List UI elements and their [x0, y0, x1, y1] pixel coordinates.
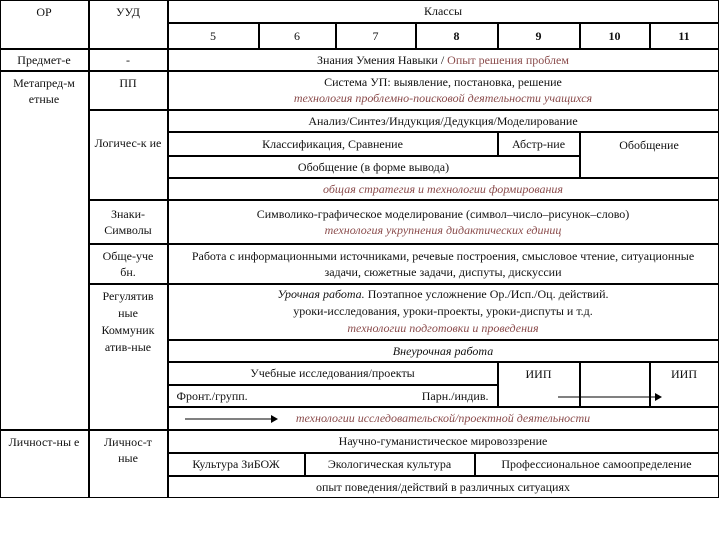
uud-label: ПП — [119, 75, 137, 90]
uud-personal — [89, 430, 168, 498]
uud-label: Личнос-т ные — [104, 434, 152, 465]
grade-label: 9 — [535, 28, 542, 43]
op-subject — [0, 49, 89, 71]
iip-text: ИИП — [671, 366, 697, 381]
research-text: Учебные исследования/проекты — [250, 366, 415, 380]
header-op-label: ОР — [36, 4, 52, 19]
grade-11 — [650, 23, 719, 49]
op-meta — [0, 71, 89, 430]
experience-text: опыт поведения/действий в различных ситуациях — [315, 479, 570, 494]
general-text: Работа с информационными источниками, речевые построения, смысловое чтение, ситуационные задачи, сюжетные задачи, диспуты, дискуссии — [191, 248, 695, 279]
grade-6 — [259, 23, 336, 49]
grade-label: 8 — [453, 28, 460, 43]
uud-label: Логичес-к ие — [94, 135, 162, 150]
header-op — [0, 0, 89, 49]
op-label: Личност-ны е — [8, 434, 80, 449]
op-label: Предмет-е — [17, 52, 71, 67]
header-classes — [168, 0, 719, 23]
header-uud-label: УУД — [116, 4, 140, 19]
uud-regulative — [89, 284, 168, 430]
uud-label: - — [126, 52, 130, 67]
grade-label: 10 — [608, 28, 621, 43]
uud-signs — [89, 200, 168, 244]
header-uud — [89, 0, 168, 49]
lesson-forms: уроки-исследования, уроки-проекты, уроки-диспуты и т.д. — [293, 304, 593, 318]
work-forms — [168, 385, 498, 407]
signs-text: Символико-графическое моделирование (символ–число–рисунок–слово) — [256, 206, 630, 221]
uud-label: Обще-уче бн. — [102, 248, 154, 279]
op-personal — [0, 430, 89, 498]
prof-text: Профессиональное самоопределение — [501, 457, 692, 471]
logic-classification — [168, 132, 498, 156]
analysis-text: Анализ/Синтез/Индукция/Дедукция/Моделирование — [308, 113, 578, 128]
front-text: Фронт./групп. — [176, 388, 248, 403]
subject-text-red: Опыт решения проблем — [447, 52, 569, 67]
grade-label: 11 — [678, 28, 690, 43]
signs-tech: технология укрупнения дидактических единиц — [324, 222, 562, 237]
conclusion-text: Обобщение (в форме вывода) — [297, 159, 450, 174]
logic-analysis — [168, 110, 719, 132]
research-projects — [168, 362, 498, 385]
grade-9 — [498, 23, 580, 49]
logic-tech-text: общая стратегия и технологии формирования — [322, 181, 563, 196]
grade-8 — [416, 23, 498, 49]
grade-5 — [168, 23, 259, 49]
worldview-text: Научно-гуманистическое мировоззрение — [338, 434, 548, 448]
general-content — [168, 244, 719, 284]
culture-text: Культура ЗиБОЖ — [192, 457, 280, 471]
classification-text: Классификация, Сравнение — [262, 136, 403, 151]
prof-selfdetermination — [475, 453, 719, 476]
eco-culture — [305, 453, 475, 476]
lesson-tech: технологии подготовки и проведения — [347, 321, 539, 335]
eco-text: Экологическая культура — [327, 457, 452, 471]
behavior-experience — [168, 476, 719, 498]
generalization-text: Обобщение — [619, 137, 679, 152]
extra-text: Внеурочная работа — [392, 343, 494, 358]
uud-general — [89, 244, 168, 284]
iip-10-empty — [580, 362, 650, 407]
logic-abstraction — [498, 132, 580, 156]
subject-text: Знания Умения Навыки / — [317, 52, 448, 67]
pp-text: Система УП: выявление, постановка, решение — [324, 75, 562, 89]
research-tech-text: технологии исследовательской/проектной деятельности — [295, 411, 591, 425]
header-classes-label: Классы — [423, 4, 463, 18]
uud-pp — [89, 71, 168, 110]
pp-tech: технология проблемно-поисковой деятельности учащихся — [293, 91, 593, 105]
logic-tech — [168, 178, 719, 200]
lesson-work — [168, 284, 719, 340]
worldview — [168, 430, 719, 453]
signs-content — [168, 200, 719, 244]
subject-content — [168, 49, 719, 71]
extra-work — [168, 340, 719, 362]
pp-content — [168, 71, 719, 110]
op-label: Метапред-м етные — [13, 75, 75, 106]
lesson-line — [277, 286, 608, 303]
iip-9 — [498, 362, 580, 407]
uud-label: Знаки- Символы — [104, 206, 152, 237]
abstraction-text: Абстр-ние — [511, 136, 566, 151]
grade-label: 5 — [210, 28, 216, 43]
uud-label: Регулятив ные Коммуник атив-ные — [101, 288, 155, 354]
pair-text: Парн./индив. — [421, 388, 489, 403]
lesson-text: Поэтапное усложнение Ор./Исп./Оц. действий. — [367, 287, 609, 301]
culture-zibozh — [168, 453, 305, 476]
grade-7 — [336, 23, 416, 49]
iip-text: ИИП — [525, 366, 552, 381]
logic-generalization — [580, 132, 719, 178]
lesson-label: Урочная работа. — [277, 287, 365, 301]
iip-11 — [650, 362, 719, 407]
grade-label: 7 — [372, 28, 379, 43]
grade-10 — [580, 23, 650, 49]
grade-label: 6 — [294, 28, 300, 43]
logic-conclusion — [168, 156, 580, 178]
research-tech — [168, 407, 719, 430]
uud-logic — [89, 110, 168, 200]
uud-subject — [89, 49, 168, 71]
